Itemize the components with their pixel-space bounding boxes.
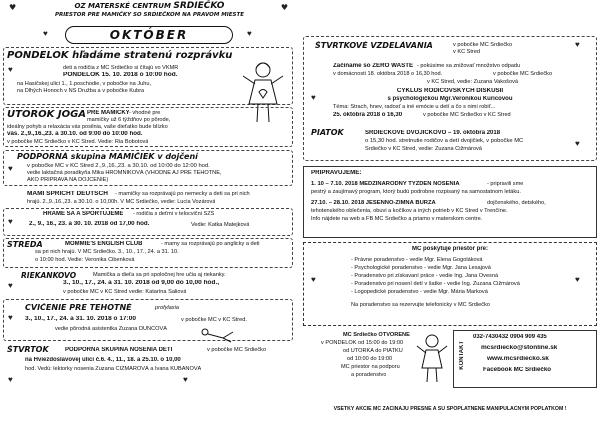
- left-column: [3, 2, 296, 422]
- tuesday-line: v pobočke MC Srdiečko v KC Stred. Vedie: Ria Bobotová: [7, 139, 149, 145]
- month-title: OKTÓBER: [65, 26, 233, 44]
- tuesday-line: - vhodné pre: [129, 110, 161, 116]
- heart-icon: ♥: [9, 3, 17, 12]
- german-title: MAMI SPRICHT DEUTSCH: [27, 191, 108, 197]
- rhymes-date: 3., 10., 17., 24. a 31. 10. 2018 od 9,00 do 10,00 hod.,: [63, 280, 220, 286]
- discussion-topic: Téma: Strach, hnev, radosť a iné emócie u detí a čo s nimi robiť...: [333, 104, 496, 110]
- tuesday-line: ideálny pohyb a relaxácia vás posilnia, vaše dieťatko bude blízko: [7, 124, 168, 130]
- pregnancy-line: vedie pôrodná asistentka Zuzana DUNCOVÁ: [55, 326, 167, 332]
- footer-note: VŠETKY AKCIE MC ZAČÍNAJÚ PRESNE A SÚ SPOPLATNENÉ MANIPULAČNÝM POPLATKOM !: [333, 406, 567, 412]
- contact-website[interactable]: www.mcsrdiecko.sk: [487, 356, 549, 362]
- heart-icon: ♥: [311, 93, 316, 102]
- tuesday-subtitle: PRE MAMIČKY: [87, 110, 130, 116]
- education-line: v KC Stred: [453, 49, 481, 55]
- services-title: MC poskytuje priestor pre:: [411, 246, 488, 252]
- upcoming-event: 27.10. – 28.10. 2018 JESENNO-ZIMNÁ BURZA: [311, 200, 436, 206]
- service-item: - Psychologické poradenstvo - vedie Mgr. Jana Lesajová: [351, 265, 491, 271]
- service-item: - Poradenstvo pri získavaní práce - vedie Ing. Jana Ovesná: [351, 273, 499, 279]
- friday-title: PIATOK: [311, 128, 344, 137]
- monday-line: na Dlhých Honoch v NS Družba a v pobočke Kubra: [17, 88, 145, 94]
- heart-icon: ♥: [247, 29, 252, 38]
- exercise-figure-icon: [199, 326, 237, 344]
- twins-line: Srdiečko v KC Stred, vedie: Zuzana Čižmárová: [365, 146, 482, 152]
- heart-icon: ♥: [183, 375, 188, 384]
- monday-line: na Hasičskej ulici 1., 1.poschodie, v pobočke na Juhu,: [17, 81, 152, 87]
- flyer-header: [3, 2, 296, 20]
- contact-facebook[interactable]: Facebook MC Srdiečko: [483, 367, 552, 373]
- pregnancy-line: v pobočke MC v KC Stred.: [181, 317, 247, 323]
- heart-icon: ♥: [8, 375, 13, 384]
- heart-icon: ♥: [43, 29, 48, 38]
- contact-label: KONTAKT: [459, 340, 466, 370]
- rhymes-title: RIEKANKOVO: [21, 271, 77, 280]
- breastfeeding-line: vedie laktačná poradkyňa Mika HROMNÍKOVÁ (VHODNÉ AJ PRE TEHOTNÉ,: [27, 170, 222, 176]
- opening-line: MC priestor na podporu: [341, 364, 400, 370]
- zero-waste-title: Začíname so ZERO WASTE: [333, 63, 414, 69]
- upcoming-line: pestrý a zaujímavý program, ktorý budú podrobne rozpisaný na samostatnom letáku.: [311, 189, 521, 195]
- discussion-subtitle: s psychologičkou Mgr.Veronikou Kuricovou: [387, 96, 513, 102]
- heart-icon: ♥: [280, 3, 288, 12]
- thursday-date: na Hviezdoslavovej ulici č.6. 4., 11., 18. a 25.10. o 10,00: [25, 357, 181, 363]
- opening-title: MC Srdiečko OTVORENÉ: [343, 332, 410, 338]
- heart-icon: ♥: [8, 65, 13, 74]
- child-figure-icon: [415, 332, 449, 386]
- upcoming-line: - pripravili sme: [487, 181, 524, 187]
- sports-line: - rodičia s deťmi v telocvični SZŠ: [133, 211, 215, 217]
- pregnancy-subtitle: profylaxia: [155, 305, 179, 311]
- heart-icon: ♥: [8, 281, 13, 290]
- upcoming-event: 1. 10 – 7.10. 2018 MEDZINÁRODNÝ TÝŽDEŇ NOSENIA: [311, 181, 460, 187]
- zero-waste-line: v KC Stred, vedie: Zuzana Vakošová: [427, 79, 518, 85]
- education-line: v pobočke MC Srdiečko: [453, 42, 513, 48]
- sports-date: 2., 9., 16., 23. a 30. 10. 2018 od 17,00 hod.: [29, 221, 150, 227]
- thursday-title: ŠTVRTOK: [7, 345, 49, 354]
- service-item: - Logopedické poradenstvo - vedie Mgr. Mária Marková: [351, 289, 488, 295]
- upcoming-title: PRIPRAVUJEME:: [311, 170, 362, 176]
- opening-line: a poradenstvo: [351, 372, 387, 378]
- breastfeeding-line: AKO PRÍPRAVA NA DOJČENIE): [27, 177, 109, 183]
- service-item: - Právne poradenstvo - vedie Mgr. Elena Gogoláková: [351, 257, 483, 263]
- thursday-line: hod. Vedú: lektorky nosenia Zuzana CIŽMÁROVÁ a Ivana KUBAŇOVÁ: [25, 366, 202, 372]
- english-club-title: MOMMIE'S ENGLISH CLUB: [65, 241, 143, 247]
- wednesday-date: sa pri nich hrajú. V MC Srdiečko. 3., 10., 17., 24. a 31. 10.: [35, 249, 179, 255]
- heart-icon: ♥: [8, 217, 13, 226]
- wednesday-line: - mamy sa rozprávajú po anglicky a deti: [161, 241, 260, 247]
- heart-icon: ♥: [575, 275, 580, 284]
- opening-line: v PONDELOK od 15:00 do 19:00: [321, 340, 404, 346]
- heart-icon: ♥: [8, 164, 13, 173]
- discussion-title: CYKLUS RODIČOVSKÝCH DISKUSIÍ: [396, 88, 504, 94]
- zero-waste-date: v domácnosti 18. októbra 2018 o 16,30 hod.: [333, 71, 443, 77]
- twins-line: o 15,30 hod. stretnutie rodičov a detí dvojičiek, v pobočke MC: [365, 138, 524, 144]
- wednesday-title: STREDA: [7, 240, 43, 249]
- tuesday-date: vás. 2.,9.,16.,23. a 30.10. od 9:00 do 10:00 hod.: [7, 131, 143, 137]
- opening-line: od 10:00 do 19:00: [347, 356, 393, 362]
- opening-line: od UTORKA do PIATKU: [343, 348, 403, 354]
- rhymes-line: v pobočke MC v KC Stred vedie: Katarína Šaliová: [63, 289, 187, 295]
- right-column: [303, 36, 597, 422]
- upcoming-line: dojčenského, detského,: [487, 200, 546, 206]
- rhymes-line: Mamička a dieťa sa pri spoločnej hre učia aj riekanky.: [93, 272, 226, 278]
- sports-line: Vedie: Katka Matejková: [191, 222, 250, 228]
- monday-line: deti a rodičia z MC Srdiečko si čítajú vo VKMR: [63, 65, 179, 71]
- heart-icon: ♥: [575, 40, 580, 49]
- pregnancy-title: CVIČENIE PRE TEHOTNÉ: [25, 303, 132, 312]
- thursday-line: v pobočke MC Srdiečko: [207, 347, 267, 353]
- services-note: Na poradenstvo sa rezervujte telefonicky v MC Srdiečko: [351, 302, 490, 308]
- contact-email[interactable]: mcsrdiecko@stonline.sk: [481, 345, 558, 351]
- german-line: - mamičky sa rozprávajú po nemecky a deti sa pri nich: [115, 191, 250, 197]
- education-title: ŠTVRTKOVÉ VZDELÁVANIA: [315, 41, 433, 50]
- twins-title: SRDIEČKOVÉ DVOJIČKOVO – 19. októbra 2018: [365, 130, 501, 136]
- upcoming-line: Info nájdete na web a FB MC Srdiečko a priamo v materskom centre.: [311, 216, 483, 222]
- org-name: OZ MATERSKÉ CENTRUM: [74, 2, 171, 10]
- heart-icon: ♥: [311, 275, 316, 284]
- pregnancy-date: 3., 10., 17., 24. a 31. 10. 2018 o 17:00: [25, 316, 136, 322]
- german-line: hrajú. 2.,9.,16.,23. a 30.10. o 10,00h. V MC Srdiečko, vedie: Lucia Vozárová: [27, 199, 216, 205]
- zero-waste-line: - pokúsime sa znižovať množstvo odpadu: [417, 63, 521, 69]
- zero-waste-line: v pobočke MC Srdiečko: [493, 71, 553, 77]
- heart-icon: ♥: [8, 313, 13, 322]
- tuesday-title: UTOROK JOGA: [7, 109, 87, 120]
- monday-date: PONDELOK 15. 10. 2018 o 10:00 hod.: [63, 72, 178, 78]
- sports-title: HRÁME SA A ŠPORTUJEME: [43, 211, 124, 217]
- discussion-date: 25. októbra 2018 o 16,30: [333, 112, 403, 118]
- heart-icon: ♥: [575, 139, 580, 148]
- discussion-line: v pobočke MC Srdiečko v KC Stred: [423, 112, 511, 118]
- wednesday-line: o 10:00 hod. Vedie: Veronika Cibenková: [35, 257, 135, 263]
- org-tagline: PRIESTOR PRE MAMIČKY SO SRDIEČKOM NA PRAVOM MIESTE: [54, 12, 244, 18]
- contact-phone: 032-7430432 0904 909 435: [473, 334, 547, 340]
- tuesday-line: mamičky už 6 týždňov po pôrode,: [87, 117, 171, 123]
- monday-title: PONDELOK hľadáme stratenú rozprávku: [7, 50, 233, 61]
- brand-name: SRDIEČKO: [173, 1, 225, 11]
- upcoming-line: tehotenského oblečenia, obuvi a kočíkov a iných potrieb v KC Stred v Trenčíne.: [311, 208, 508, 214]
- babywearing-title: PODPORNÁ SKUPINA NOSENIA DETÍ: [65, 347, 173, 353]
- breastfeeding-title: PODPORNÁ skupina MAMIČIEK v dojčení: [17, 152, 198, 161]
- service-item: - Poradenstvo pri nosení detí v šatke - vedie Ing. Zuzana Čižmárová: [351, 281, 520, 287]
- breastfeeding-date: v pobočke MC v KC Stred 2.,9.,16.,23. a 30.10. od 10:00 do 12:00 hod.: [27, 163, 210, 169]
